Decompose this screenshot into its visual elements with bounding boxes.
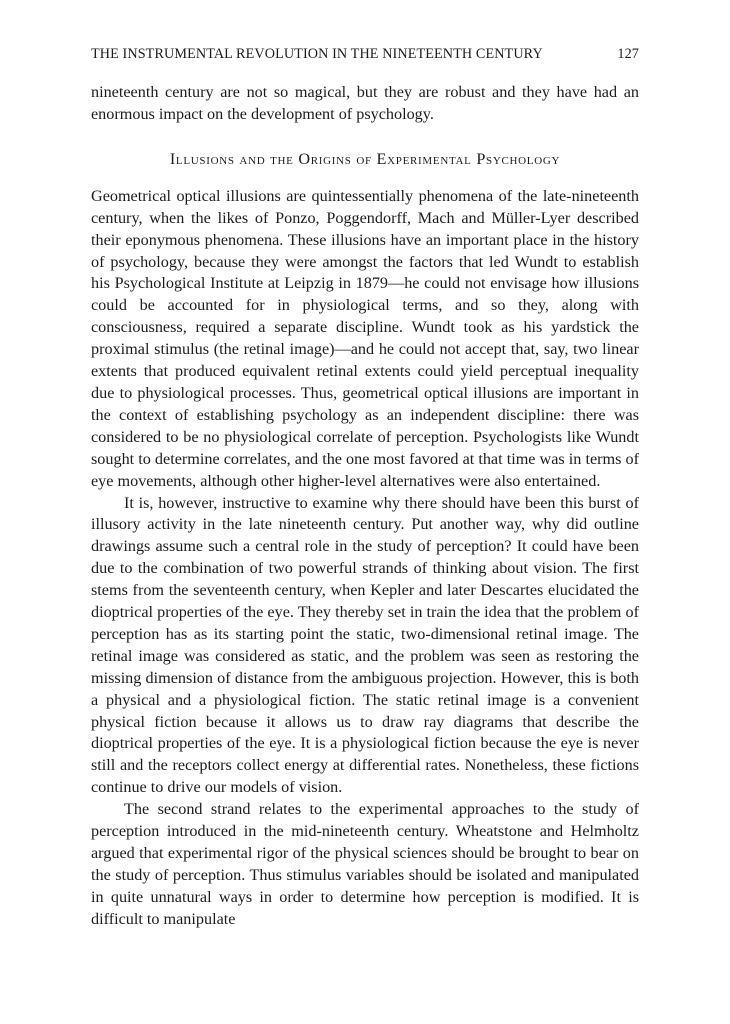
page-number: 127 bbox=[617, 46, 639, 62]
running-head bbox=[91, 44, 639, 64]
body-paragraph-3: The second strand relates to the experimental approaches to the study of perception introduced in the mid-nineteenth century. Wheatstone and Helmholtz argued that experimental rigor of the physical sciences should be brought to bear on the study of perception. Thus stimulus variables should be isolated and manipulated in quite unnatural ways in order to determine how perception is modified. It is difficult to manipulate bbox=[91, 800, 639, 928]
intro-paragraph: nineteenth century are not so magical, but they are robust and they have had an enormous impact on the development of psychology. bbox=[91, 83, 639, 123]
section-heading: Illusions and the Origins of Experimental Psychology bbox=[169, 149, 561, 168]
body-paragraph-2: It is, however, instructive to examine why there should have been this burst of illusory activity in the late nineteenth century. Put another way, why did outline drawings assume such a central role in the study of perception? It could have been due to the combination of two powerful strands of thinking about vision. The first stems from the seventeenth century, when Kepler and later Descartes elucidated the dioptrical properties of the eye. They thereby set in train the idea that the problem of perception has as its starting point the static, two-dimensional retinal image. The retinal image was considered as static, and the problem was seen as restoring the missing dimension of distance from the ambiguous projection. However, this is both a physical and a physiological fiction. The static retinal image is a convenient physical fiction because it allows us to draw ray diagrams that describe the dioptrical properties of the eye. It is a physiological fiction because the eye is never still and the receptors collect energy at differential rates. Nonetheless, these fictions continue to drive our models of vision. bbox=[91, 493, 639, 797]
body-paragraph-1: Geometrical optical illusions are quintessentially phenomena of the late-nineteenth century, when the likes of Ponzo, Poggendorff, Mach and Müller-Lyer described their eponymous phenomena. These illusions have an important place in the history of psychology, because they were amongst the factors that led Wundt to establish his Psychological Institute at Leipzig in 1879—he could not envisage how illusions could be accounted for in physiological terms, and so they, along with consciousness, required a separate discipline. Wundt took as his yardstick the proximal stimulus (the retinal image)—and he could not accept that, say, two linear extents that produced equivalent retinal extents could yield perceptual inequality due to physiological processes. Thus, geometrical optical illusions are important in the context of establishing psychology as an independent discipline: there was considered to be no physiological correlate of perception. Psychologists like Wundt sought to determine correlates, and the one most favored at that time was in terms of eye movements, although other higher-level alternatives were also entertained. bbox=[91, 186, 639, 490]
book-page bbox=[91, 44, 639, 931]
running-head-title: THE INSTRUMENTAL REVOLUTION IN THE NINETEENTH CENTURY bbox=[91, 46, 543, 62]
